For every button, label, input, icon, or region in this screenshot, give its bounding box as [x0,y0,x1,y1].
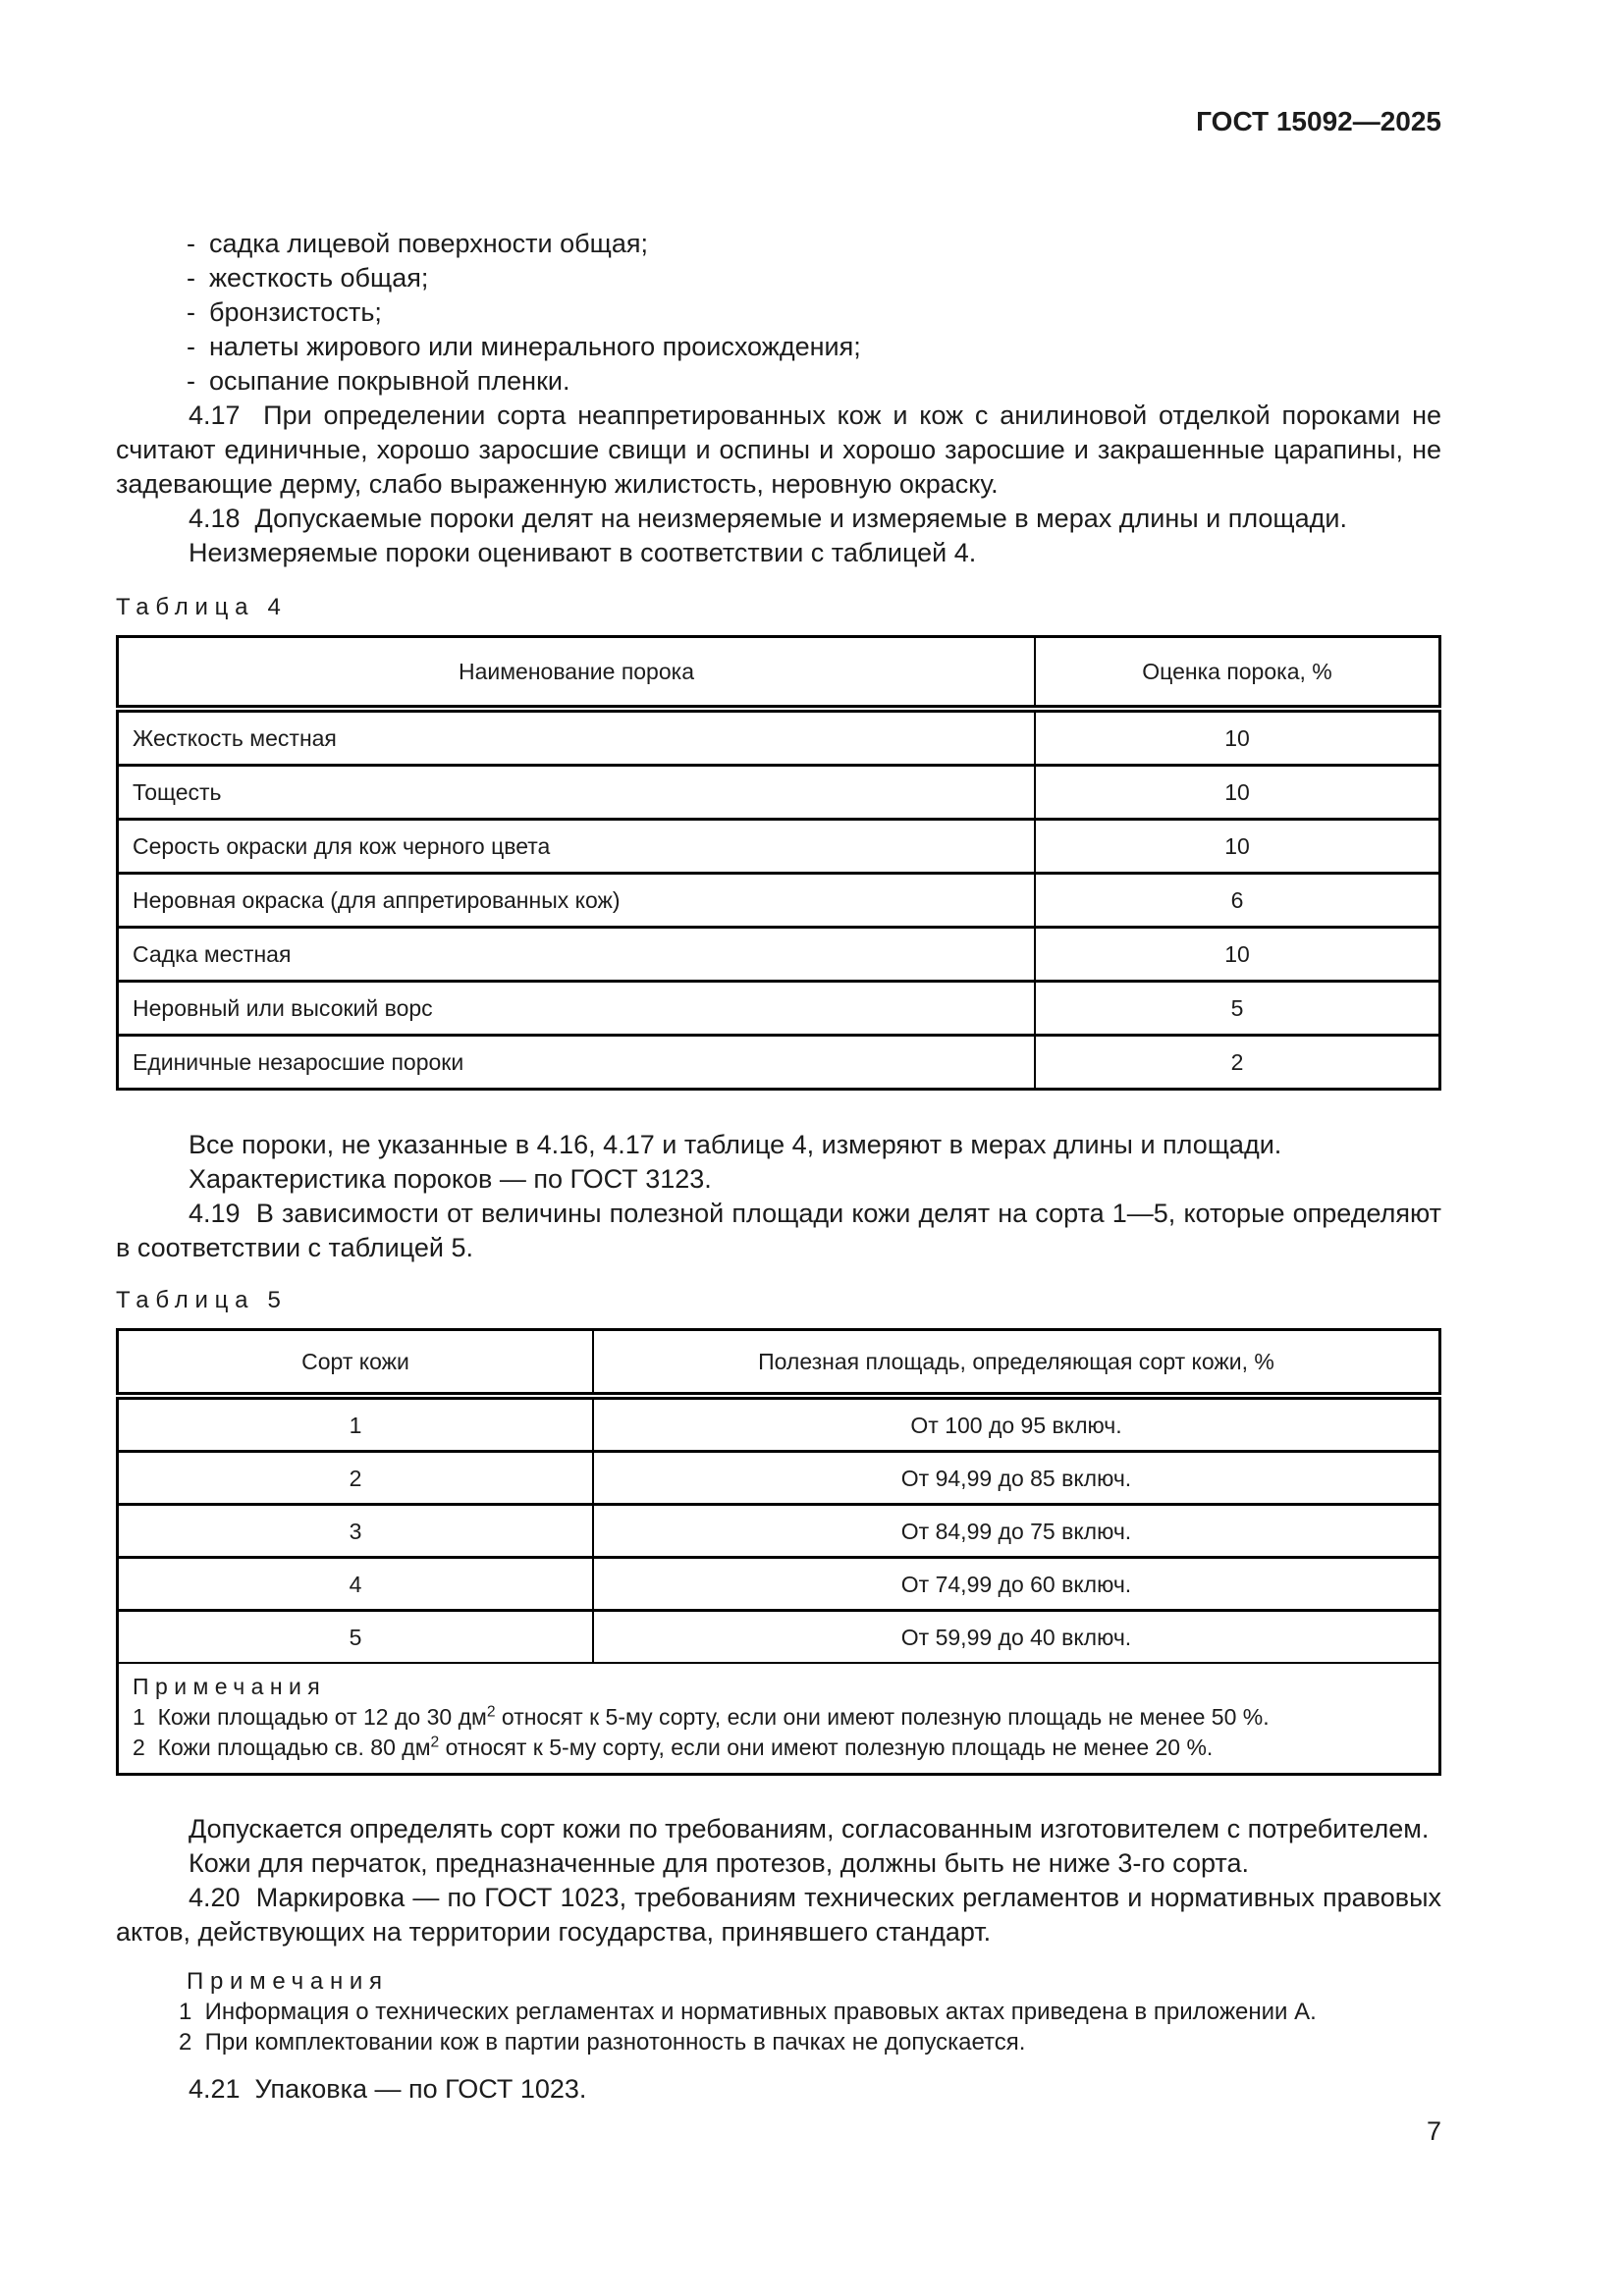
note-text: относят к 5-му сорту, если они имеют полезную площадь не менее 20 %. [439,1735,1214,1760]
list-item-text: садка лицевой поверхности общая; [209,229,648,258]
table5-header [118,1330,1440,1397]
table-row [118,1611,1440,1664]
list-item [116,227,1441,261]
bottom-notes [116,1967,1441,2057]
defect-value: 2 [1035,1036,1440,1090]
table4 [116,635,1441,1091]
defect-value: 10 [1035,928,1440,982]
table5 [116,1328,1441,1776]
list-item [116,364,1441,399]
defect-value: 5 [1035,982,1440,1036]
table-row [118,1396,1440,1452]
defect-name: Тощесть [133,779,222,805]
table5-notes-title: Примечания [133,1674,327,1699]
clause-4-21: 4.21 Упаковка — по ГОСТ 1023. [189,2074,587,2104]
list-item-text: налеты жирового или минерального происхождения; [209,332,861,361]
para-dopuskaetsya: Допускается определять сорт кожи по требованиям, согласованным изготовителем с потребителем. [189,1814,1430,1843]
para-characteristics: Характеристика пороков — по ГОСТ 3123. [189,1164,712,1194]
defect-name: Неровная окраска (для аппретированных кож) [133,887,621,913]
defect-name: Неровный или высокий ворс [133,995,433,1021]
grade-value: 1 [349,1412,362,1438]
dash-marker: - [187,332,195,361]
defect-name: Единичные незаросшие пороки [133,1049,464,1075]
dash-marker: - [187,229,195,258]
clause-4-17: 4.17 При определении сорта неаппретированных кож и кож с анилиновой отделкой пороками не считают единичные, хорошо заросшие свищи и оспины и хорошо заросшие и закрашенные царапины, не задевающие дерму, слабо выраженную жилистость, неровную окраску. [116,400,1441,499]
table-header-row [118,1330,1440,1397]
table-row [118,928,1440,982]
table4-header [118,637,1440,710]
grade-value: 3 [349,1518,362,1544]
table5-notes-row [118,1663,1440,1775]
area-range: От 59,99 до 40 включ. [593,1611,1440,1664]
area-range: От 100 до 95 включ. [593,1396,1440,1452]
dash-marker: - [187,366,195,396]
clause-4-18-continuation: Неизмеряемые пороки оценивают в соответствии с таблицей 4. [189,538,977,567]
list-item [116,295,1441,330]
defect-value: 6 [1035,874,1440,928]
table4-col-name-header: Наименование порока [118,637,1036,710]
table4-caption: Таблица 4 [116,594,288,620]
bottom-note-item: 1 Информация о технических регламентах и нормативных правовых актах приведена в приложении А. [179,1999,1317,2025]
table-row [118,874,1440,928]
page-content [116,0,1441,2149]
table5-body [118,1396,1440,1775]
list-item [116,330,1441,364]
table-row [118,982,1440,1036]
list-item-text: осыпание покрывной пленки. [209,366,570,396]
superscript-2: 2 [430,1734,440,1751]
grade-value: 5 [349,1624,362,1650]
table-row [118,1036,1440,1090]
clause-4-20: 4.20 Маркировка — по ГОСТ 1023, требованиям технических регламентов и нормативных правовых актов, действующих на территории государства, принявшего стандарт. [116,1883,1441,1947]
dash-marker: - [187,297,195,327]
para-all-defects: Все пороки, не указанные в 4.16, 4.17 и таблице 4, измеряют в мерах длины и площади. [189,1130,1282,1159]
grade-value: 4 [349,1571,362,1597]
table-row [118,820,1440,874]
table-row [118,1505,1440,1558]
defect-value: 10 [1035,709,1440,766]
clause-4-19: 4.19 В зависимости от величины полезной площади кожи делят на сорта 1—5, которые определяют в соответствии с таблицей 5. [116,1199,1441,1262]
superscript-2: 2 [486,1703,496,1721]
note-text: 2 Кожи площадью св. 80 дм [133,1735,431,1760]
table5-note-item [133,1733,1425,1763]
table5-col-area-header: Полезная площадь, определяющая сорт кожи, % [593,1330,1440,1397]
table-row [118,1452,1440,1505]
bottom-note-item: 2 При комплектовании кож в партии разнотонность в пачках не допускается. [179,2029,1026,2056]
area-range: От 74,99 до 60 включ. [593,1558,1440,1611]
defect-value: 10 [1035,820,1440,874]
list-item-text: бронзистость; [209,297,382,327]
defect-name: Садка местная [133,941,292,967]
dash-marker: - [187,263,195,293]
page-number: 7 [1426,2116,1441,2146]
table5-notes [118,1663,1440,1775]
table4-col-value-header: Оценка порока, % [1035,637,1440,710]
table5-caption: Таблица 5 [116,1287,288,1313]
defect-value: 10 [1035,766,1440,820]
note-text: относят к 5-му сорту, если они имеют полезную площадь не менее 50 %. [495,1704,1270,1730]
defect-name: Серость окраски для кож черного цвета [133,833,551,859]
bottom-notes-title: Примечания [187,1968,389,1995]
list-item-text: жесткость общая; [209,263,429,293]
para-gloves: Кожи для перчаток, предназначенные для протезов, должны быть не ниже 3-го сорта. [189,1848,1249,1878]
list-item [116,261,1441,295]
defect-name: Жесткость местная [133,725,337,751]
table4-body [118,709,1440,1090]
note-text: 1 Кожи площадью от 12 до 30 дм [133,1704,487,1730]
grade-value: 2 [349,1465,362,1491]
table-row [118,1558,1440,1611]
table-row [118,709,1440,766]
table5-note-item [133,1702,1425,1733]
table-row [118,766,1440,820]
clause-4-18: 4.18 Допускаемые пороки делят на неизмеряемые и измеряемые в мерах длины и площади. [189,504,1347,533]
area-range: От 84,99 до 75 включ. [593,1505,1440,1558]
area-range: От 94,99 до 85 включ. [593,1452,1440,1505]
table-header-row [118,637,1440,710]
table5-col-grade-header: Сорт кожи [118,1330,594,1397]
doc-number: ГОСТ 15092—2025 [1196,106,1441,136]
defect-list [116,227,1441,399]
